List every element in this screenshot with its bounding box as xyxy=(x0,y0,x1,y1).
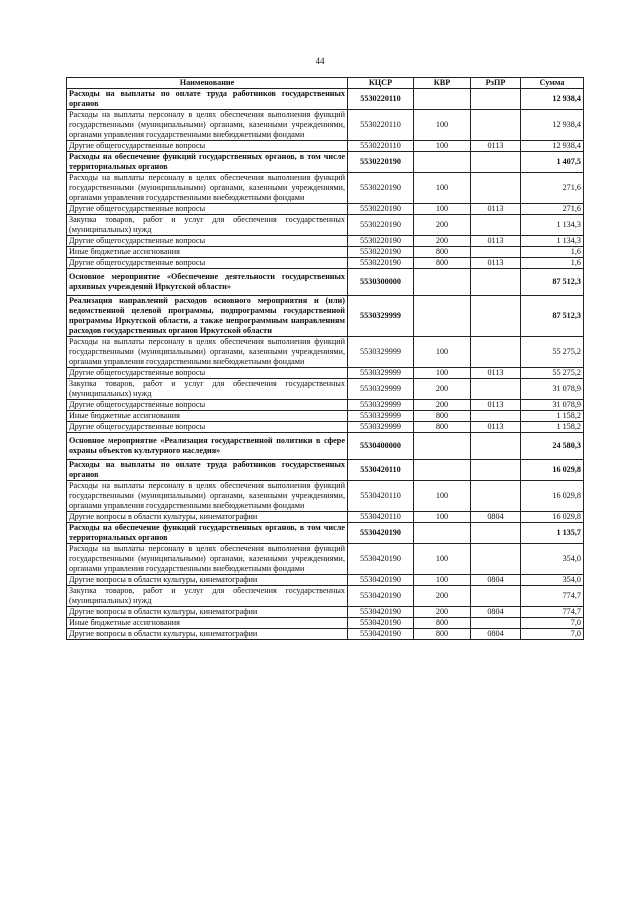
cell-sum: 7,0 xyxy=(521,618,584,629)
cell-kvr: 200 xyxy=(414,379,471,400)
cell-rzpr xyxy=(471,173,521,204)
cell-kcsr: 5530329999 xyxy=(348,411,414,422)
table-row xyxy=(67,411,584,422)
table-row xyxy=(67,422,584,433)
table-row xyxy=(67,269,584,296)
cell-rzpr xyxy=(471,618,521,629)
cell-rzpr xyxy=(471,247,521,258)
cell-name: Другие вопросы в области культуры, кинематографии xyxy=(67,629,348,640)
cell-name: Расходы на выплаты персоналу в целях обеспечения выполнения функций государственными (муниципальными) органами, казенными учреждениями, органами управления государственными внебюджетными фондами xyxy=(67,544,348,575)
cell-sum: 87 512,3 xyxy=(521,296,584,337)
cell-kcsr: 5530329999 xyxy=(348,337,414,368)
table-row xyxy=(67,204,584,215)
cell-rzpr xyxy=(471,152,521,173)
cell-name: Основное мероприятие «Обеспечение деятельности государственных архивных учреждений Иркутской области» xyxy=(67,269,348,296)
cell-kcsr: 5530220190 xyxy=(348,152,414,173)
budget-table xyxy=(66,77,584,640)
cell-kcsr: 5530420110 xyxy=(348,481,414,512)
cell-name: Другие общегосударственные вопросы xyxy=(67,258,348,269)
cell-kvr xyxy=(414,433,471,460)
cell-name: Расходы на выплаты персоналу в целях обеспечения выполнения функций государственными (муниципальными) органами, казенными учреждениями, органами управления государственными внебюджетными фондами xyxy=(67,337,348,368)
cell-kcsr: 5530220190 xyxy=(348,258,414,269)
cell-kvr: 100 xyxy=(414,110,471,141)
cell-rzpr: 0113 xyxy=(471,400,521,411)
cell-name: Другие вопросы в области культуры, кинематографии xyxy=(67,512,348,523)
cell-kcsr: 5530220190 xyxy=(348,173,414,204)
table-row xyxy=(67,258,584,269)
cell-sum: 7,0 xyxy=(521,629,584,640)
cell-kcsr: 5530420110 xyxy=(348,460,414,481)
cell-name: Другие общегосударственные вопросы xyxy=(67,422,348,433)
cell-kvr: 100 xyxy=(414,173,471,204)
header-kvr: КВР xyxy=(414,78,471,89)
cell-sum: 55 275,2 xyxy=(521,337,584,368)
cell-name: Расходы на обеспечение функций государственных органов, в том числе территориальных органов xyxy=(67,152,348,173)
cell-name: Иные бюджетные ассигнования xyxy=(67,247,348,258)
table-row xyxy=(67,575,584,586)
cell-name: Основное мероприятие «Реализация государственной политики в сфере охраны объектов культурного наследия» xyxy=(67,433,348,460)
cell-sum: 1 135,7 xyxy=(521,523,584,544)
cell-sum: 354,0 xyxy=(521,575,584,586)
table-row xyxy=(67,512,584,523)
cell-name: Закупка товаров, работ и услуг для обеспечения государственных (муниципальных) нужд xyxy=(67,379,348,400)
cell-name: Другие общегосударственные вопросы xyxy=(67,368,348,379)
cell-name: Реализация направлений расходов основного мероприятия и (или) ведомственной целевой программы, подпрограммы государственной программы Иркутской области, а также непрограммным направлениям расходов государственных органов Иркутской области xyxy=(67,296,348,337)
header-kcsr: КЦСР xyxy=(348,78,414,89)
cell-kvr: 800 xyxy=(414,629,471,640)
cell-kvr: 100 xyxy=(414,337,471,368)
cell-kcsr: 5530220190 xyxy=(348,247,414,258)
cell-kvr xyxy=(414,152,471,173)
cell-kvr: 200 xyxy=(414,400,471,411)
cell-name: Иные бюджетные ассигнования xyxy=(67,411,348,422)
cell-kcsr: 5530329999 xyxy=(348,296,414,337)
cell-rzpr xyxy=(471,586,521,607)
header-name: Наименование xyxy=(67,78,348,89)
cell-kvr: 800 xyxy=(414,422,471,433)
cell-kvr: 100 xyxy=(414,368,471,379)
cell-sum: 1,6 xyxy=(521,258,584,269)
table-row xyxy=(67,89,584,110)
cell-kcsr: 5530220190 xyxy=(348,236,414,247)
cell-kcsr: 5530329999 xyxy=(348,400,414,411)
cell-sum: 271,6 xyxy=(521,173,584,204)
cell-kvr: 100 xyxy=(414,544,471,575)
cell-rzpr xyxy=(471,523,521,544)
cell-sum: 24 580,3 xyxy=(521,433,584,460)
cell-rzpr xyxy=(471,110,521,141)
cell-kcsr: 5530220110 xyxy=(348,110,414,141)
cell-rzpr: 0113 xyxy=(471,141,521,152)
cell-kvr: 100 xyxy=(414,204,471,215)
cell-kcsr: 5530329999 xyxy=(348,379,414,400)
cell-rzpr xyxy=(471,337,521,368)
table-row xyxy=(67,586,584,607)
cell-rzpr xyxy=(471,89,521,110)
cell-kcsr: 5530420190 xyxy=(348,523,414,544)
cell-name: Другие общегосударственные вопросы xyxy=(67,236,348,247)
cell-kvr xyxy=(414,269,471,296)
cell-sum: 1 158,2 xyxy=(521,411,584,422)
table-row xyxy=(67,215,584,236)
cell-name: Расходы на выплаты по оплате труда работников государственных органов xyxy=(67,460,348,481)
cell-rzpr xyxy=(471,269,521,296)
table-row xyxy=(67,400,584,411)
table-row xyxy=(67,618,584,629)
table-row xyxy=(67,110,584,141)
table-row xyxy=(67,544,584,575)
cell-kvr xyxy=(414,89,471,110)
cell-kvr: 100 xyxy=(414,481,471,512)
cell-kcsr: 5530420190 xyxy=(348,629,414,640)
cell-sum: 1 407,5 xyxy=(521,152,584,173)
table-body xyxy=(67,89,584,640)
cell-kcsr: 5530220110 xyxy=(348,141,414,152)
table-row xyxy=(67,481,584,512)
cell-kvr: 800 xyxy=(414,247,471,258)
cell-sum: 774,7 xyxy=(521,586,584,607)
cell-kvr: 800 xyxy=(414,411,471,422)
cell-kvr xyxy=(414,296,471,337)
cell-rzpr: 0804 xyxy=(471,575,521,586)
header-sum: Сумма xyxy=(521,78,584,89)
cell-name: Другие общегосударственные вопросы xyxy=(67,204,348,215)
cell-sum: 87 512,3 xyxy=(521,269,584,296)
cell-sum: 1 158,2 xyxy=(521,422,584,433)
table-row xyxy=(67,433,584,460)
cell-sum: 55 275,2 xyxy=(521,368,584,379)
cell-sum: 354,0 xyxy=(521,544,584,575)
cell-sum: 1 134,3 xyxy=(521,236,584,247)
cell-sum: 16 029,8 xyxy=(521,460,584,481)
cell-rzpr: 0113 xyxy=(471,258,521,269)
cell-sum: 12 938,4 xyxy=(521,110,584,141)
cell-name: Другие вопросы в области культуры, кинематографии xyxy=(67,607,348,618)
header-rzpr: РзПР xyxy=(471,78,521,89)
cell-kvr: 200 xyxy=(414,215,471,236)
cell-rzpr: 0113 xyxy=(471,422,521,433)
cell-sum: 774,7 xyxy=(521,607,584,618)
cell-kcsr: 5530400000 xyxy=(348,433,414,460)
page-number: 44 xyxy=(315,56,325,66)
cell-name: Иные бюджетные ассигнования xyxy=(67,618,348,629)
cell-kvr: 200 xyxy=(414,607,471,618)
cell-kcsr: 5530220190 xyxy=(348,215,414,236)
cell-name: Закупка товаров, работ и услуг для обеспечения государственных (муниципальных) нужд xyxy=(67,215,348,236)
cell-rzpr: 0804 xyxy=(471,512,521,523)
cell-kvr: 800 xyxy=(414,258,471,269)
cell-name: Расходы на выплаты по оплате труда работников государственных органов xyxy=(67,89,348,110)
cell-kcsr: 5530420190 xyxy=(348,607,414,618)
cell-kvr: 200 xyxy=(414,236,471,247)
cell-sum: 16 029,8 xyxy=(521,512,584,523)
cell-kvr: 200 xyxy=(414,586,471,607)
cell-rzpr: 0804 xyxy=(471,629,521,640)
cell-kcsr: 5530220190 xyxy=(348,204,414,215)
cell-rzpr xyxy=(471,215,521,236)
cell-kcsr: 5530329999 xyxy=(348,368,414,379)
cell-kcsr: 5530420190 xyxy=(348,618,414,629)
table-row xyxy=(67,379,584,400)
cell-name: Расходы на выплаты персоналу в целях обеспечения выполнения функций государственными (муниципальными) органами, казенными учреждениями, органами управления государственными внебюджетными фондами xyxy=(67,110,348,141)
cell-rzpr: 0113 xyxy=(471,204,521,215)
table-row xyxy=(67,460,584,481)
cell-kcsr: 5530329999 xyxy=(348,422,414,433)
cell-rzpr xyxy=(471,481,521,512)
cell-name: Закупка товаров, работ и услуг для обеспечения государственных (муниципальных) нужд xyxy=(67,586,348,607)
table-row xyxy=(67,607,584,618)
cell-rzpr xyxy=(471,544,521,575)
cell-kvr xyxy=(414,523,471,544)
cell-sum: 31 078,9 xyxy=(521,400,584,411)
cell-sum: 16 029,8 xyxy=(521,481,584,512)
cell-kvr: 100 xyxy=(414,141,471,152)
table-row xyxy=(67,141,584,152)
cell-kcsr: 5530420190 xyxy=(348,544,414,575)
table-row xyxy=(67,296,584,337)
cell-kcsr: 5530420190 xyxy=(348,586,414,607)
cell-rzpr xyxy=(471,296,521,337)
cell-kvr: 100 xyxy=(414,512,471,523)
cell-rzpr xyxy=(471,433,521,460)
cell-kvr xyxy=(414,460,471,481)
cell-name: Другие общегосударственные вопросы xyxy=(67,400,348,411)
cell-name: Расходы на обеспечение функций государственных органов, в том числе территориальных органов xyxy=(67,523,348,544)
table-row xyxy=(67,152,584,173)
table-row xyxy=(67,523,584,544)
cell-rzpr xyxy=(471,460,521,481)
cell-kvr: 100 xyxy=(414,575,471,586)
cell-kcsr: 5530420190 xyxy=(348,575,414,586)
table-header-row xyxy=(67,78,584,89)
cell-kcsr: 5530300000 xyxy=(348,269,414,296)
cell-sum: 1,6 xyxy=(521,247,584,258)
cell-sum: 1 134,3 xyxy=(521,215,584,236)
table-row xyxy=(67,368,584,379)
cell-sum: 31 078,9 xyxy=(521,379,584,400)
cell-rzpr xyxy=(471,411,521,422)
table-row xyxy=(67,247,584,258)
cell-sum: 271,6 xyxy=(521,204,584,215)
cell-kvr: 800 xyxy=(414,618,471,629)
cell-sum: 12 938,4 xyxy=(521,141,584,152)
cell-rzpr: 0804 xyxy=(471,607,521,618)
cell-name: Другие общегосударственные вопросы xyxy=(67,141,348,152)
cell-rzpr: 0113 xyxy=(471,236,521,247)
cell-rzpr xyxy=(471,379,521,400)
cell-rzpr: 0113 xyxy=(471,368,521,379)
cell-name: Расходы на выплаты персоналу в целях обеспечения выполнения функций государственными (муниципальными) органами, казенными учреждениями, органами управления государственными внебюджетными фондами xyxy=(67,481,348,512)
cell-name: Расходы на выплаты персоналу в целях обеспечения выполнения функций государственными (муниципальными) органами, казенными учреждениями, органами управления государственными внебюджетными фондами xyxy=(67,173,348,204)
table-row xyxy=(67,236,584,247)
cell-sum: 12 938,4 xyxy=(521,89,584,110)
cell-kcsr: 5530220110 xyxy=(348,89,414,110)
table-row xyxy=(67,173,584,204)
cell-kcsr: 5530420110 xyxy=(348,512,414,523)
table-row xyxy=(67,629,584,640)
cell-name: Другие вопросы в области культуры, кинематографии xyxy=(67,575,348,586)
table-row xyxy=(67,337,584,368)
